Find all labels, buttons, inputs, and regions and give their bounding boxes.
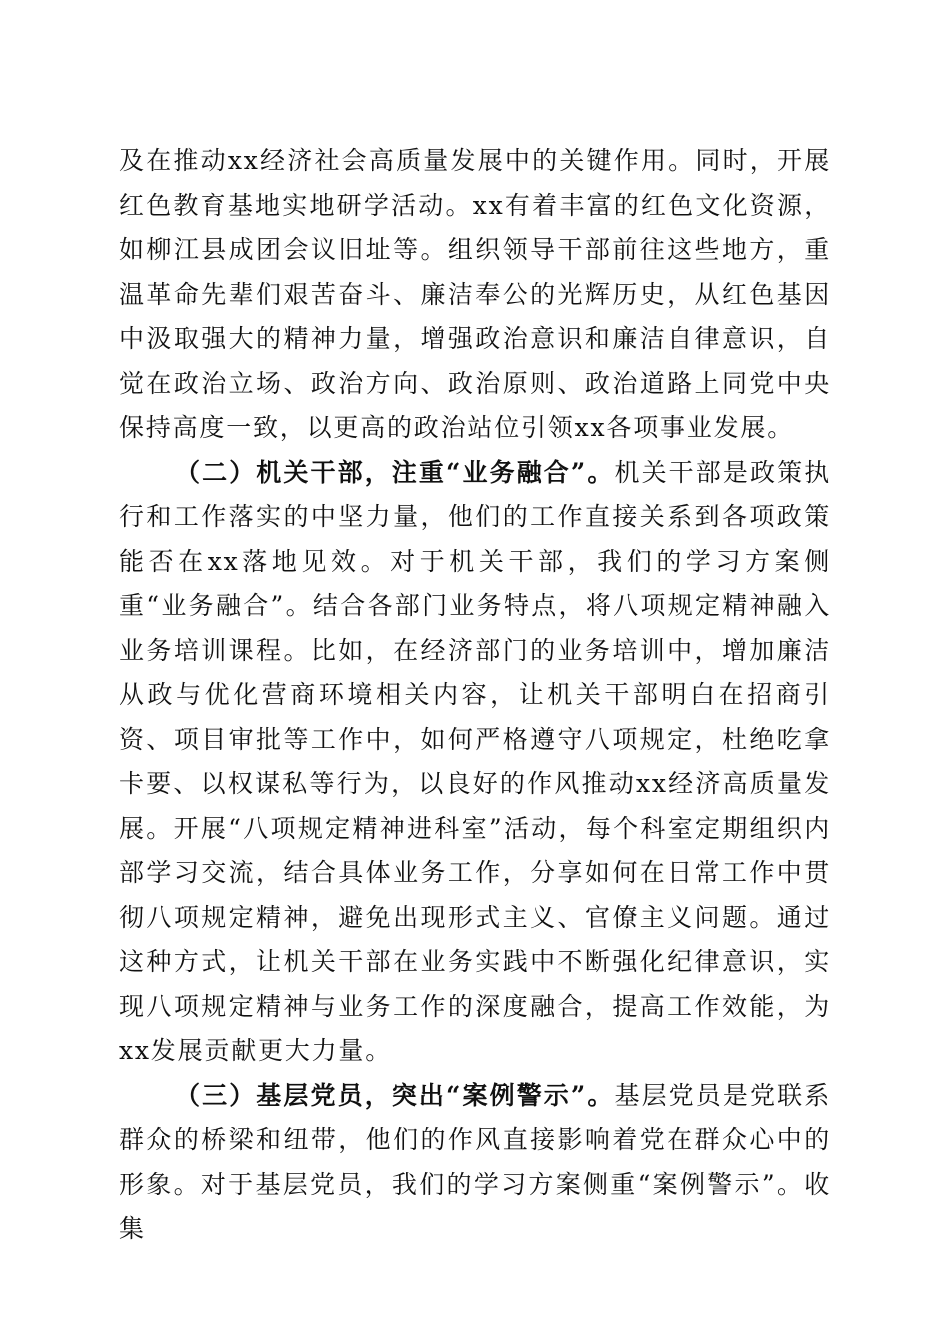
paragraph-text: 基层党员是党联系群众的桥梁和纽带，他们的作风直接影响着党在群众心中的形象。对于基层党员，我们的学习方案侧重“案例警示”。收集 — [119, 1080, 831, 1243]
section-heading-2: （二）机关干部，注重“业务融合”。 — [175, 457, 615, 487]
document-body — [119, 139, 831, 1252]
section-heading-3: （三）基层党员，突出“案例警示”。 — [175, 1080, 615, 1110]
paragraph-section-3 — [119, 1074, 831, 1252]
paragraph-continuation — [119, 139, 831, 451]
paragraph-section-2 — [119, 451, 831, 1074]
paragraph-text: 及在推动xx经济社会高质量发展中的关键作用。同时，开展红色教育基地实地研学活动。xx有着丰富的红色文化资源，如柳江县成团会议旧址等。组织领导干部前往这些地方，重温革命先辈们艰苦奋斗、廉洁奉公的光辉历史，从红色基因中汲取强大的精神力量，增强政治意识和廉洁自律意识，自觉在政治立场、政治方向、政治原则、政治道路上同党中央保持高度一致，以更高的政治站位引领xx各项事业发展。 — [119, 146, 831, 442]
paragraph-text: 机关干部是政策执行和工作落实的中坚力量，他们的工作直接关系到各项政策能否在xx落地见效。对于机关干部，我们的学习方案侧重“业务融合”。结合各部门业务特点，将八项规定精神融入业务培训课程。比如，在经济部门的业务培训中，增加廉洁从政与优化营商环境相关内容，让机关干部明白在招商引资、项目审批等工作中，如何严格遵守八项规定，杜绝吃拿卡要、以权谋私等行为，以良好的作风推动xx经济高质量发展。开展“八项规定精神进科室”活动，每个科室定期组织内部学习交流，结合具体业务工作，分享如何在日常工作中贯彻八项规定精神，避免出现形式主义、官僚主义问题。通过这种方式，让机关干部在业务实践中不断强化纪律意识，实现八项规定精神与业务工作的深度融合，提高工作效能，为xx发展贡献更大力量。 — [119, 457, 831, 1065]
